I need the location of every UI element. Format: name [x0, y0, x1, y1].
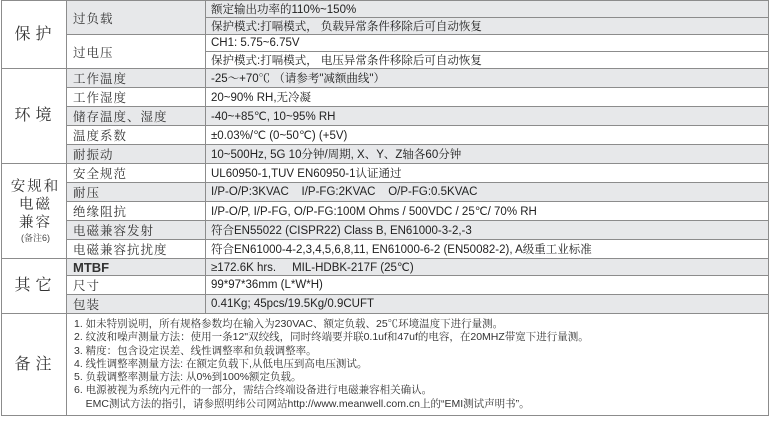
- note-line-2: 2. 纹波和噪声测量方法：使用一条12"双绞线，同时终端要并联0.1uf和47uf的电容，在20MHZ带宽下进行量测。: [74, 331, 589, 344]
- value-cell-emc-immunity: 符合EN61000-4-2,3,4,5,6,8,11, EN61000-6-2 (EN50082-2), A级重工业标准: [206, 240, 769, 259]
- param-cell-mtbf: MTBF: [67, 259, 206, 276]
- group-cell-safety-emc: [2, 164, 67, 259]
- note-line-6: 6. 电源被视为系统内元件的一部分，需结合终端设备进行电磁兼容相关确认。: [74, 384, 433, 397]
- value-cell-dimension: 99*97*36mm (L*W*H): [206, 276, 769, 295]
- value-cell-working-humidity: 20~90% RH,无冷凝: [206, 88, 769, 107]
- value-cell-vibration: 10~500Hz, 5G 10分钟/周期, X、Y、Z轴各60分钟: [206, 145, 769, 164]
- group-label-environment: 环境: [14, 107, 57, 124]
- param-cell-temp-coefficient: 温度系数: [67, 126, 206, 145]
- value-cell-safety-standards: UL60950-1,TUV EN60950-1认证通过: [206, 164, 769, 183]
- param-cell-packing: 包装: [67, 295, 206, 314]
- param-cell-overvoltage: 过电压: [67, 35, 206, 69]
- group-label-others: 其它: [14, 277, 57, 294]
- param-cell-vibration: 耐振动: [67, 145, 206, 164]
- param-cell-safety-standards: 安全规范: [67, 164, 206, 183]
- group-label-safety-emc-line1: 安规和: [10, 179, 61, 195]
- group-label-safety-emc-line3: 兼容: [19, 215, 52, 231]
- group-cell-notes: [2, 314, 67, 416]
- value-cell-emc-emission: 符合EN55022 (CISPR22) Class B, EN61000-3-2,-3: [206, 221, 769, 240]
- note-line-1: 1. 如未特别说明，所有规格参数均在输入为230VAC、额定负载、25℃环境温度下进行量测。: [74, 318, 504, 330]
- group-label-protection: 保护: [14, 25, 57, 43]
- param-cell-emc-immunity: 电磁兼容抗扰度: [67, 240, 206, 259]
- param-cell-withstand-voltage: 耐压: [67, 183, 206, 202]
- group-cell-protection: [2, 1, 67, 69]
- value-cell-working-temp: -25～+70℃ （请参考"减额曲线"）: [206, 69, 769, 88]
- group-cell-environment: [2, 69, 67, 164]
- note-line-4: 4. 线性调整率测量方法: 在额定负载下,从低电压到高电压测试。: [74, 357, 368, 370]
- value-cell-overvoltage-mode: 保护模式:打嗝模式， 电压异常条件移除后可自动恢复: [206, 52, 769, 69]
- value-cell-storage-temp-humidity: -40~+85℃, 10~95% RH: [206, 107, 769, 126]
- value-cell-overvoltage-range: CH1: 5.75~6.75V: [206, 35, 769, 52]
- value-cell-packing: 0.41Kg; 45pcs/19.5Kg/0.9CUFT: [206, 295, 769, 314]
- param-cell-dimension: 尺寸: [67, 276, 206, 295]
- spec-table: [1, 0, 769, 416]
- notes-cell: [67, 314, 769, 416]
- value-cell-overload-mode: 保护模式:打嗝模式， 负载异常条件移除后可自动恢复: [206, 18, 769, 35]
- group-label-safety-emc-line2: 电磁: [19, 197, 52, 213]
- param-cell-isolation-resistance: 绝缘阻抗: [67, 202, 206, 221]
- value-cell-isolation-resistance: I/P-O/P, I/P-FG, O/P-FG:100M Ohms / 500VDC / 25℃/ 70% RH: [206, 202, 769, 221]
- note-line-5: 5. 负载调整率测量方法: 从0%到100%额定负载。: [74, 371, 302, 384]
- param-cell-storage-temp-humidity: 储存温度、湿度: [67, 107, 206, 126]
- group-label-notes: 备注: [14, 355, 57, 373]
- param-cell-emc-emission: 电磁兼容发射: [67, 221, 206, 240]
- group-sublabel-safety-emc-note: (备注6): [21, 233, 50, 243]
- note-line-7: EMC测试方法的指引，请参照明纬公司网站http://www.meanwell.com.cn上的“EMI测试声明书”。: [74, 397, 530, 410]
- param-cell-working-humidity: 工作湿度: [67, 88, 206, 107]
- value-cell-mtbf: ≥172.6K hrs. MIL-HDBK-217F (25℃): [206, 259, 769, 276]
- note-line-3: 3. 精度：包含设定误差、线性调整率和负载调整率。: [74, 344, 317, 357]
- value-cell-overload-range: 额定输出功率的110%~150%: [206, 1, 769, 18]
- group-cell-others: [2, 259, 67, 314]
- param-cell-overload: 过负载: [67, 1, 206, 35]
- param-cell-working-temp: 工作温度: [67, 69, 206, 88]
- value-cell-withstand-voltage: I/P-O/P:3KVAC I/P-FG:2KVAC O/P-FG:0.5KVAC: [206, 183, 769, 202]
- value-cell-temp-coefficient: ±0.03%/℃ (0~50℃) (+5V): [206, 126, 769, 145]
